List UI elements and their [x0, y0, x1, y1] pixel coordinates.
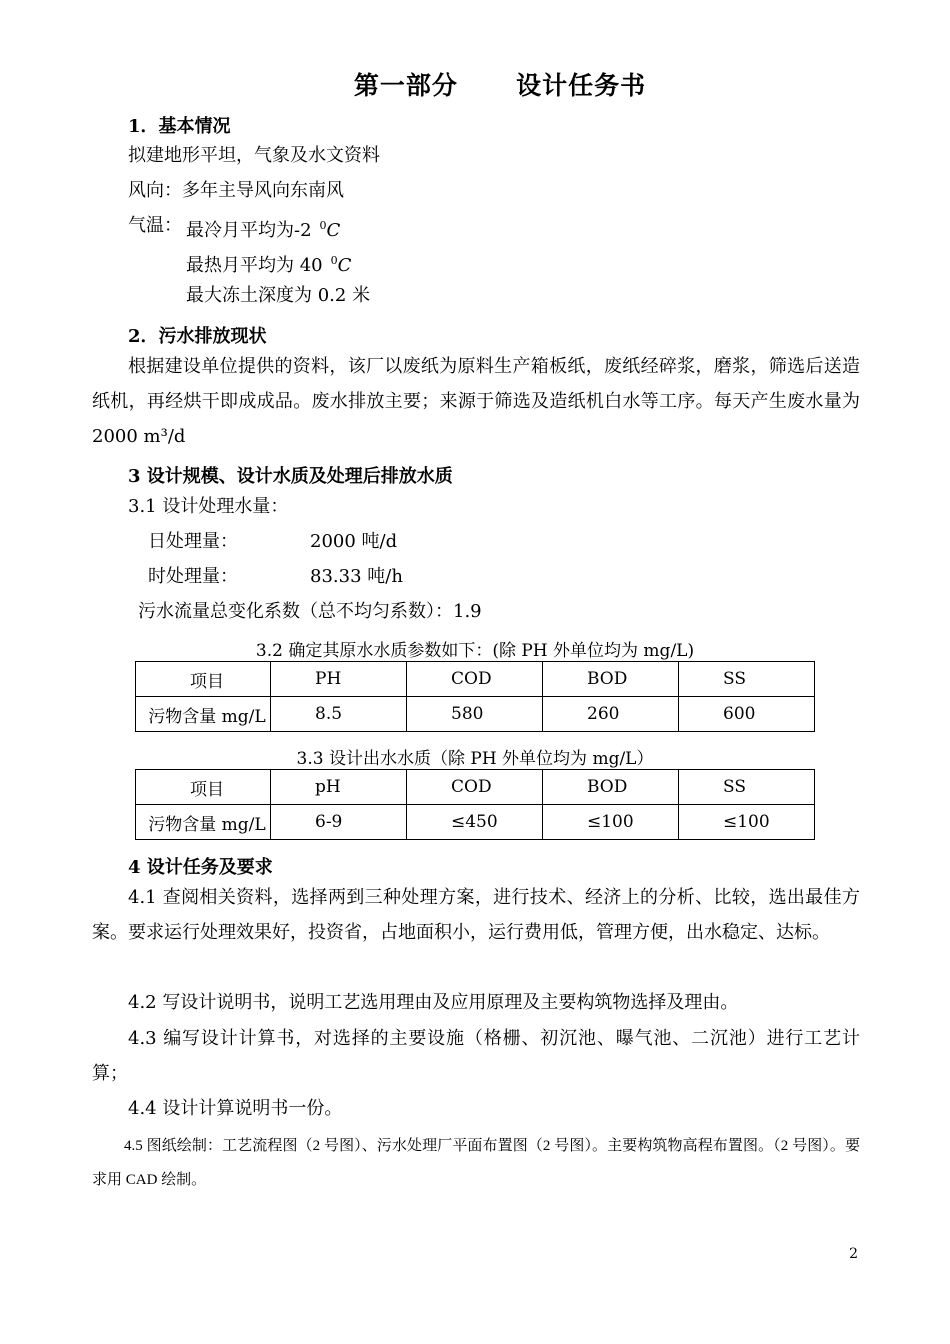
- table-header-row: [136, 770, 815, 805]
- daily-value: 2000 吨/d: [310, 531, 398, 552]
- raw-water-table: [135, 661, 815, 732]
- requirement-4-2: 4.2 写设计说明书，说明工艺选用理由及应用原理及主要构筑物选择及理由。: [128, 992, 739, 1013]
- section2-heading: 2．污水排放现状: [128, 326, 267, 347]
- daily-label: 日处理量：: [148, 531, 238, 552]
- table-cell: pH: [271, 770, 407, 805]
- flow-coefficient: 污水流量总变化系数（总不均匀系数）：1.9: [138, 601, 482, 622]
- celsius-unit: C: [337, 255, 352, 276]
- temp-coldest-text: 最冷月平均为-2: [186, 220, 312, 241]
- requirement-4-4: 4.4 设计计算说明书一份。: [128, 1098, 343, 1119]
- table-cell: SS: [679, 662, 815, 697]
- table-cell: ≤100: [543, 805, 679, 840]
- table-cell: 污物含量 mg/L: [136, 805, 271, 840]
- effluent-table: [135, 769, 815, 840]
- table-cell: SS: [679, 770, 815, 805]
- section1-heading: 1．基本情况: [128, 116, 231, 137]
- subsection-3-1: 3.1 设计处理水量：: [128, 496, 289, 517]
- table-cell: BOD: [543, 662, 679, 697]
- section2-paragraph: 根据建设单位提供的资料，该厂以废纸为原料生产箱板纸，废纸经碎浆，磨浆，筛选后送造纸机，再经烘干即成成品。废水排放主要；来源于筛选及造纸机白水等工序。每天产生废水量为 2000 m³/d: [92, 356, 860, 447]
- requirement-4-1: 4.1 查阅相关资料，选择两到三种处理方案，进行技术、经济上的分析、比较，选出最佳方案。要求运行处理效果好，投资省，占地面积小，运行费用低，管理方便，出水稳定、达标。: [92, 887, 860, 943]
- table-cell: 污物含量 mg/L: [136, 697, 271, 732]
- frost-depth-line: 最大冻土深度为 0.2 米: [186, 285, 371, 306]
- section3-heading: 3 设计规模、设计水质及处理后排放水质: [128, 466, 453, 487]
- table1-caption: 3.2 确定其原水水质参数如下：(除 PH 外单位均为 mg/L): [255, 641, 695, 661]
- table-header-row: [136, 662, 815, 697]
- table-cell: 260: [543, 697, 679, 732]
- degree-sup: 0: [319, 219, 327, 232]
- table-row: [136, 697, 815, 732]
- table-cell: 8.5: [271, 697, 407, 732]
- table-cell: COD: [407, 770, 543, 805]
- wind-line: 风向：多年主导风向东南风: [128, 180, 344, 201]
- temp-hottest-text: 最热月平均为 40: [186, 255, 323, 276]
- table-cell: 6-9: [271, 805, 407, 840]
- page-title: 第一部分 设计任务书: [353, 71, 647, 100]
- table-cell: 项目: [136, 770, 271, 805]
- table-cell: ≤100: [679, 805, 815, 840]
- table-cell: COD: [407, 662, 543, 697]
- page-number: 2: [849, 1246, 858, 1262]
- table-cell: 580: [407, 697, 543, 732]
- table-row: [136, 805, 815, 840]
- table-cell: BOD: [543, 770, 679, 805]
- celsius-unit: C: [326, 220, 341, 241]
- requirement-4-3: 4.3 编写设计计算书，对选择的主要设施（格栅、初沉池、曝气池、二沉池）进行工艺计算；: [92, 1028, 860, 1084]
- section4-heading: 4 设计任务及要求: [128, 857, 273, 878]
- degree-sup: 0: [330, 254, 338, 267]
- temp-label: 气温：: [128, 215, 182, 236]
- hourly-label: 时处理量：: [148, 566, 238, 587]
- table-cell: ≤450: [407, 805, 543, 840]
- temp-hottest-line: [186, 243, 351, 283]
- table-cell: PH: [271, 662, 407, 697]
- requirement-4-5: 4.5 图纸绘制：工艺流程图（2 号图）、污水处理厂平面布置图（2 号图）。主要构筑物高程布置图。（2 号图）。要求用 CAD 绘制。: [92, 1138, 860, 1188]
- table-cell: 项目: [136, 662, 271, 697]
- table2-caption: 3.3 设计出水水质（除 PH 外单位均为 mg/L）: [296, 749, 654, 769]
- table-cell: 600: [679, 697, 815, 732]
- hourly-value: 83.33 吨/h: [310, 566, 403, 587]
- terrain-line: 拟建地形平坦，气象及水文资料: [128, 145, 380, 166]
- temp-coldest-line: [186, 208, 340, 248]
